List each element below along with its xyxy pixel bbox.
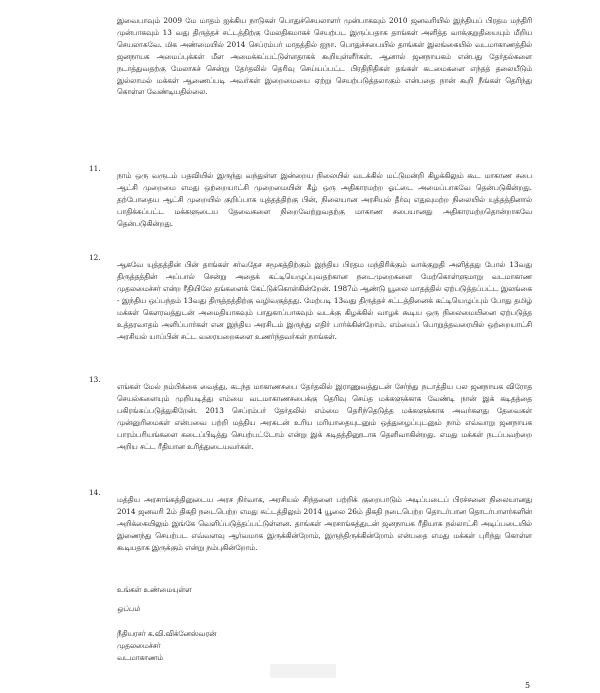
paragraph-number: 14.: [89, 488, 101, 497]
numbered-paragraph-12: [89, 252, 532, 350]
signatory-office: வடமாகாணம்: [117, 653, 164, 662]
signature-note: ஒப்பம்: [117, 604, 140, 613]
paragraph-number: 12.: [89, 253, 101, 262]
paragraph-text: ஆகவே யுத்தத்தின் பின் தாங்கள் சர்வதேச சமூகத்திற்கும் இந்திய பிரதம மந்திரிக்கும் வாக்குறுதி அளித்தது போல் 13வது திருத்தத்தின் அப்பால் சென்று அதைக் கட்டியெழுப்புவதற்கான நடைமுறைகளை மேற்கொள்ளுமாறு வடமாகாண முதலமைச்சர் என்ற ரீதியிலே தங்களைக் கேட்டுக்கொள்கின்றேன். 1987ம் ஆண்டு யூலை மாதத்தில் ஏற்படுத்தப்பட்ட இலங்கை - இந்திய ஒப்பந்தம் 13வது திருத்தத்திற்கு வழிவகுத்தது. மேற்படி 13வது திருத்தச் சட்டத்தினைக் கட்டியெழுப்பும் போது தமிழ் மக்கள் கௌரவத்துடன் அமைதியாகவும் பாதுகாப்பாகவும் வடக்கு கிழக்கில் வாழக் கூடிய ஒரு நிலைமையினை ஏற்படுத்த உத்தரவாதம் அளிப்பார்கள் என இந்திய அரசிடம் இருந்து எதிர் பார்க்கின்றோம். எம்மைப் பொறுத்தவரையில் ஒற்றையாட்சி அரசியல் யாப்பின் சட்ட வரையறைகளை உணர்ந்தவர்கள் நாங்கள்.: [117, 260, 532, 341]
page-number: 5: [525, 681, 531, 690]
numbered-paragraph-13: [89, 374, 532, 460]
paragraph-text: எங்கள் மேல் நம்பிக்கை வைத்து, கடந்த மாகாணசபை தேர்தலில் இராணுவத்துடன் சேர்ந்து நடாத்திய பல ஜனநாயக விரோத செயல்களையும் முறியடித்து எம்மை வடமாகாணசபைக்கு தெரிவு செய்த மக்களுக்காக வேண்டி நான் இக் கடிதத்தை பகிரங்கப்படுத்துகிறேன். 2013 செப்ரம்பர் தேர்தலில் எம்மை தெரிந்தெடுத்த மக்களுக்காக அவர்களது தேவைகள் முன்னுரிமைகள் என்பவை பற்றி மத்திய அரசுடன் உரிய மரியாதையுடனும் ஒத்துழைப்புடனும் நாம் எவ்வாறு ஜனநாயக பாரம்பரியங்களை கடைப்பிடித்து செயற்பட்டோம் என்று இக் கடிதத்தினூடாக தெளிவாகின்றது. எமது மக்கள் நடப்பவற்றை அறிய சட்ட ரீதியான உரித்துடையவர்கள்.: [117, 382, 532, 451]
signatory-name: நீதியரசர் க.வி.விக்னேஸ்வரன்: [117, 629, 217, 638]
paragraph-number: 11.: [89, 164, 101, 173]
numbered-paragraph-11: [89, 163, 532, 237]
paragraph-number: 13.: [89, 375, 101, 384]
signatory-title: முதலமைச்சர்: [117, 641, 161, 650]
paragraph-text: மத்திய அரசாங்கத்தினுடைய அரச நிர்வாக, அரசியல் சிந்தனை பற்றிக் குறைபாடும் அடிப்படைப் பிரச்சனை நிலையானது 2014 ஜனவரி 2ம் திகதி நடைபெற்ற எமது சுட்டத்திலும் 2014 யூலை 26ம் திகதி நடைபெற்ற தொடர்பான தொடர்பாளர்களின் அறிக்கையிலும் இங்கே வெளிப்படுத்தப்பட்டுள்ளன. தாங்கள் அரசாங்கத்துடன் ஜனநாயக ரீதியாக நல்லாட்சி அடிப்படையில் இணைந்து செயற்பட எவ்வளவு ஆர்வமாக இருக்கின்றோம், இருந்திருக்கின்றோம் என்பதை எமது மக்கள் புரிந்து கொள்ள கூடியதாக இருக்கும் என்று நம்புகின்றோம்.: [117, 495, 532, 552]
intro-paragraph: இவைபாவும் 2009 மே மாதம் ஐக்கிய நாடுகள் பொதுச்செயலாளர் முன்பாகவும் 2010 ஜனவரியில் இந்தியப் பிரதம மந்திரி முன்பாகவும் 13 வது திருத்தச் சட்டத்திற்கு மேலதிகமாகச் செயற்பட இருப்பதாக தாங்கள் அளித்த வாக்குறுதியையும் மீறிய செயலாகவே. மிக அண்மையில் 2014 செப்ரம்பர் மாதத்தில் ஐநா. பொதுச்சபையில் தாங்கள் இலங்கையில் வடமாகாணத்தில் ஜனநாயக அமைப்புக்கள் மீள அமைக்கப்பட்டுள்ளதாகக் கூறியுள்ளீர்கள். ஆனால் ஜனநாயகம் என்பது தேர்தல்களை நடாத்துவதற்கு மேலாகச் சென்று தேர்தலில் தெரிவு செய்யப்பட்ட பிரதிநிதிகள் தங்கள் கடமைகளை எந்தத் தலையீடும் இல்லாமல் மக்கள் ஆணைப்படி அவர்கள் இறைமையை ஏற்று செயற்படுத்தலாகும் என்பதை நான் கூறி நீங்கள் தெரிந்து கொள்ள வேண்டியதில்லை.: [117, 16, 532, 97]
page-indicator-bar: [270, 664, 336, 678]
page-indicator-label: 5 of 5: [292, 667, 314, 675]
paragraph-text: நாம் ஒரு வருடம் பதவியில் இருந்து வந்துள்ள இன்றைய நிலையில் வடக்கில் மட்டுமன்றி கிழக்கிலும் கூட மாகாண சபை ஆட்சி முறைமை எமது ஒற்றையாட்சி முறைமையின் கீழ் ஒரு அதிகாரமற்ற ஓட்டை அமைப்பாகவே தென்படுகின்றது. தற்போதைய ஆட்சி முறையில் குறிப்பாக யுத்தத்திற்கு பின், நிலையான அரசியல் தீர்வு எதுவுமற்ற நிலையில் யுத்தத்தினால் பாதிக்கப்பட்ட மக்களுடைய தேவைகளை நிறைவேற்றுவதற்கு மாகாண சபையானது அதிகாரமற்றதொன்றாகவே தென்படுகின்றது.: [117, 171, 532, 228]
closing-salutation: உங்கள் உண்மையுள்ள: [117, 585, 192, 594]
numbered-paragraph-14: [89, 487, 532, 561]
